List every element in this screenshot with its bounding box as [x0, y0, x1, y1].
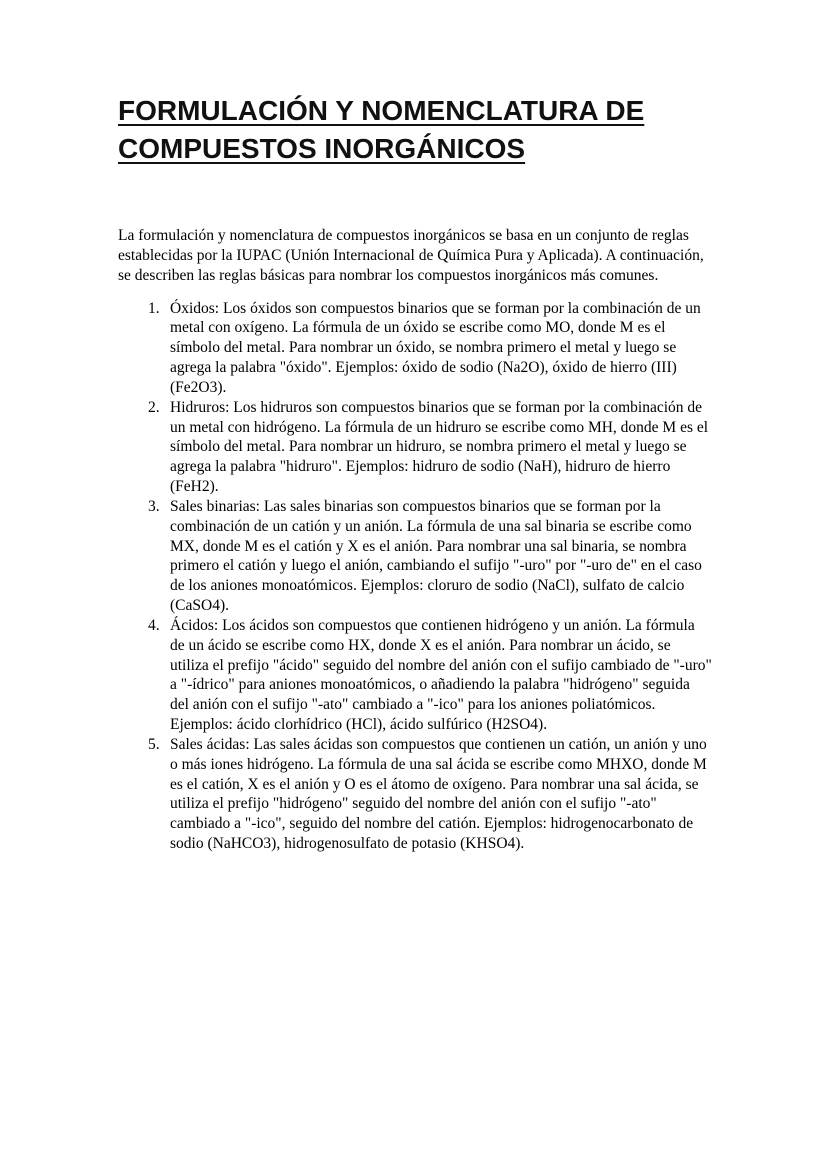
list-item-number: 4. — [148, 616, 160, 634]
list-item-text: Sales binarias: Las sales binarias son compuestos binarios que se forman por la combinación de un catión y un anión. La fórmula de una sal binaria se escribe como MX, donde M es el catión y X es el anión. Para nombrar una sal binaria, se nombra primero el catión y luego el anión, cambiando el sufijo "-uro" por "-uro de" en el caso de los aniones monoatómicos. Ejemplos: cloruro de sodio (NaCl), sulfato de calcio (CaSO4). — [170, 497, 702, 615]
list-item — [118, 398, 712, 497]
list-item-text: Óxidos: Los óxidos son compuestos binarios que se forman por la combinación de un metal con oxígeno. La fórmula de un óxido se escribe como MO, donde M es el símbolo del metal. Para nombrar un óxido, se nombra primero el metal y luego se agrega la palabra "óxido". Ejemplos: óxido de sodio (Na2O), óxido de hierro (III) (Fe2O3). — [170, 299, 701, 396]
list-item-text: Ácidos: Los ácidos son compuestos que contienen hidrógeno y un anión. La fórmula de un ácido se escribe como HX, donde X es el anión. Para nombrar un ácido, se utiliza el prefijo "ácido" seguido del nombre del anión con el sufijo cambiado de "-uro" a "-ídrico" para aniones monoatómicos, o añadiendo la palabra "hidrógeno" seguida del anión con el sufijo "-ato" cambiado a "-ico" para los aniones poliatómicos. Ejemplos: ácido clorhídrico (HCl), ácido sulfúrico (H2SO4). — [170, 616, 712, 734]
list-item-text: Sales ácidas: Las sales ácidas son compuestos que contienen un catión, un anión y uno o más iones hidrógeno. La fórmula de una sal ácida se escribe como MHXO, donde M es el catión, X es el anión y O es el átomo de oxígeno. Para nombrar una sal ácida, se utiliza el prefijo "hidrógeno" seguido del nombre del anión con el sufijo "-ato" cambiado a "-ico", seguido del nombre del catión. Ejemplos: hidrogenocarbonato de sodio (NaHCO3), hidrogenosulfato de potasio (KHSO4). — [170, 735, 707, 852]
document-title-line-2: COMPUESTOS INORGÁNICOS — [118, 133, 526, 165]
intro-paragraph: La formulación y nomenclatura de compuestos inorgánicos se basa en un conjunto de reglas establecidas por la IUPAC (Unión Internacional de Química Pura y Aplicada). A continuación, se describen las reglas básicas para nombrar los compuestos inorgánicos más comunes. — [118, 227, 704, 284]
list-item — [118, 299, 712, 398]
list-item-number: 5. — [148, 735, 160, 753]
list-item — [118, 497, 712, 616]
numbered-list — [118, 299, 712, 854]
document-title-line-1: FORMULACIÓN Y NOMENCLATURA DE — [118, 95, 645, 126]
list-item-number: 3. — [148, 497, 160, 515]
list-item-number: 2. — [148, 398, 160, 416]
list-item-number: 1. — [148, 299, 160, 317]
document-title — [118, 92, 712, 168]
list-item — [118, 616, 712, 735]
list-item — [118, 735, 712, 854]
list-item-text: Hidruros: Los hidruros son compuestos binarios que se forman por la combinación de un metal con hidrógeno. La fórmula de un hidruro se escribe como MH, donde M es el símbolo del metal. Para nombrar un hidruro, se nombra primero el metal y luego se agrega la palabra "hidruro". Ejemplos: hidruro de sodio (NaH), hidruro de hierro (FeH2). — [170, 398, 709, 496]
